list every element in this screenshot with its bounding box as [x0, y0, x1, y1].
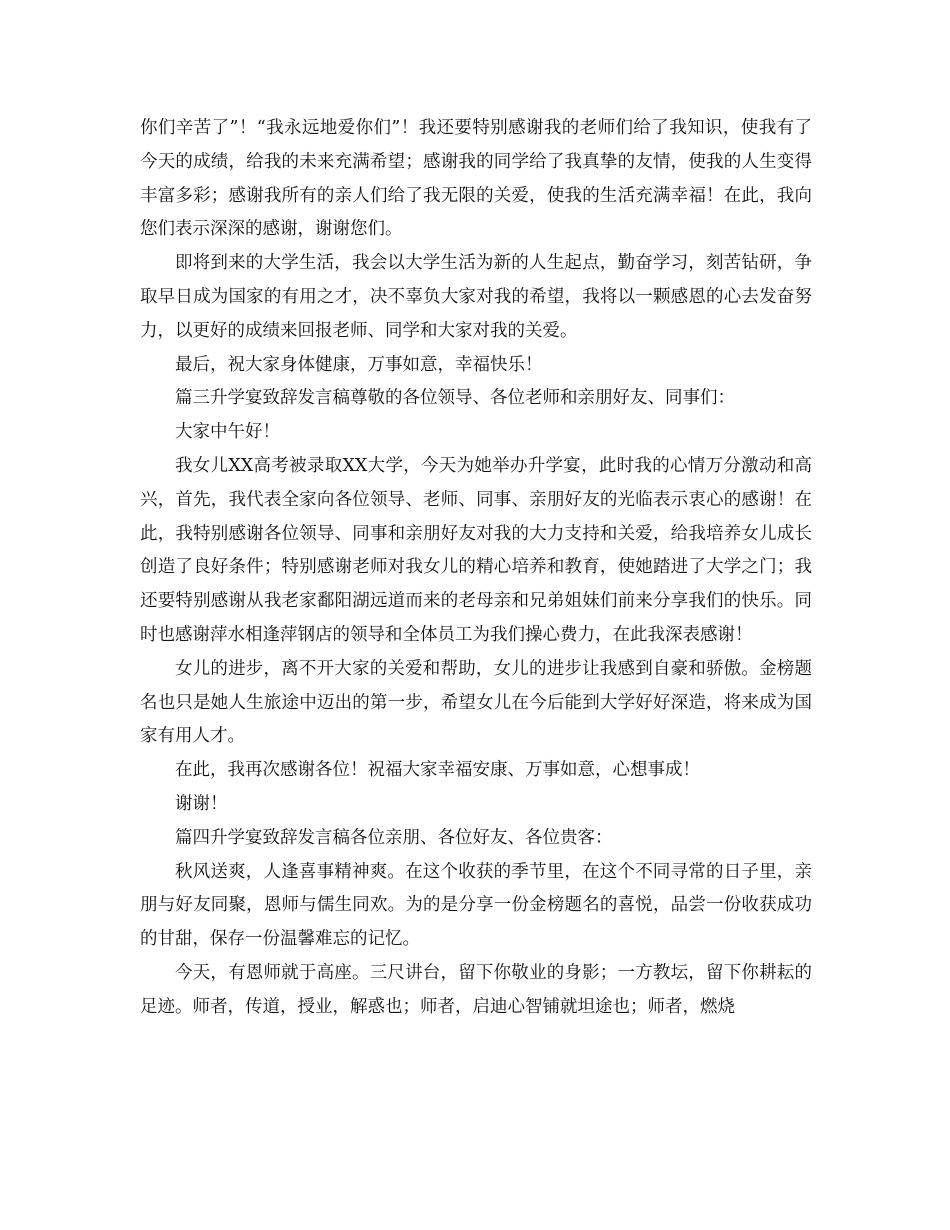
paragraph-8: 在此，我再次感谢各位！祝福大家幸福安康、万事如意，心想事成！ [175, 760, 700, 781]
section-heading-4: 篇四升学宴致辞发言稿各位亲朋、各位好友、各位贵客： [175, 827, 613, 848]
section-heading-3: 篇三升学宴致辞发言稿尊敬的各位领导、各位老师和亲朋好友、同事们： [175, 388, 735, 409]
paragraph-1: 你们辛苦了”！“我永远地爱你们”！我还要特别感谢我的老师们给了我知识，使我有了今天的成绩，给我的未来充满希望；感谢我的同学给了我真挚的友情，使我的人生变得丰富多彩；感谢我所有的亲人们给了我无限的关爱，使我的生活充满幸福！在此，我向您们表示深深的感谢，谢谢您们。 [140, 118, 812, 240]
paragraph-2: 即将到来的大学生活，我会以大学生活为新的人生起点，勤奋学习，刻苦钻研，争取早日成为国家的有用之才，决不辜负大家对我的希望，我将以一颗感恩的心去发奋努力，以更好的成绩来回报老师、同学和大家对我的关爱。 [140, 253, 812, 341]
paragraph-3: 最后，祝大家身体健康，万事如意，幸福快乐！ [175, 354, 543, 375]
document-page [140, 112, 812, 1025]
paragraph-7: 女儿的进步，离不开大家的关爱和帮助，女儿的进步让我感到自豪和骄傲。金榜题名也只是她人生旅途中迈出的第一步，希望女儿在今后能到大学好好深造，将来成为国家有用人才。 [140, 658, 812, 747]
paragraph-12: 今天，有恩师就于高座。三尺讲台，留下你敬业的身影；一方教坛，留下你耕耘的足迹。师者，传道，授业，解惑也；师者，启迪心智铺就坦途也；师者，燃烧 [140, 962, 812, 1017]
paragraph-11: 秋风送爽，人逢喜事精神爽。在这个收获的季节里，在这个不同寻常的日子里，亲朋与好友同聚，恩师与儒生同欢。为的是分享一份金榜题名的喜悦，品尝一份收获成功的甘甜，保存一份温馨难忘的记忆。 [140, 861, 812, 950]
paragraph-9: 谢谢！ [175, 793, 228, 814]
paragraph-5: 大家中午好！ [175, 422, 280, 443]
paragraph-6: 我女儿XX高考被录取XX大学，今天为她举办升学宴，此时我的心情万分激动和高兴，首先，我代表全家向各位领导、老师、同事、亲朋好友的光临表示衷心的感谢！在此，我特别感谢各位领导、同事和亲朋好友对我的大力支持和关爱，给我培养女儿成长创造了良好条件；特别感谢老师对我女儿的精心培养和教育，使她踏进了大学之门；我还要特别感谢从我老家鄱阳湖远道而来的老母亲和兄弟姐妹们前来分享我们的快乐。同时也感谢萍水相逢萍钢店的领导和全体员工为我们操心费力，在此我深表感谢！ [140, 455, 812, 645]
